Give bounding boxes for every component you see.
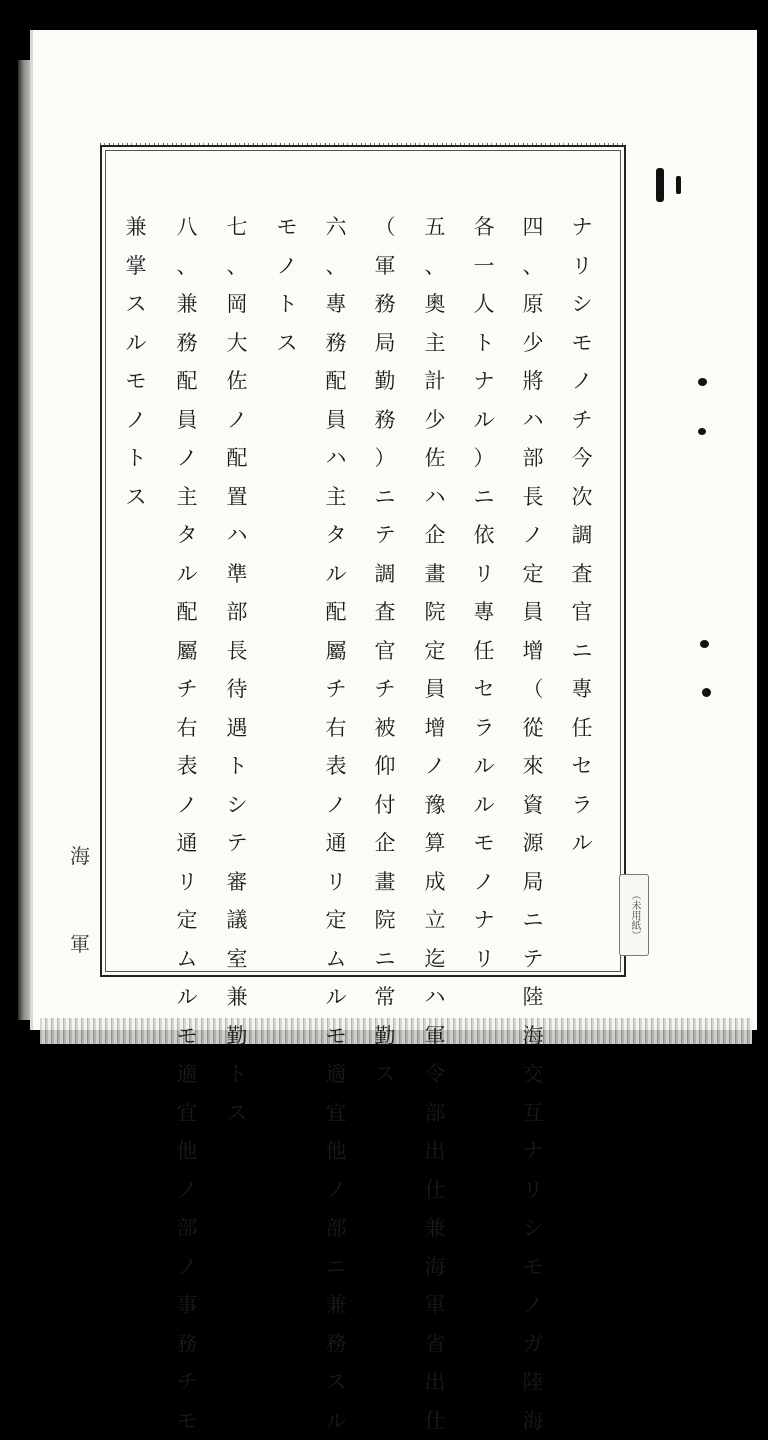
- text-char: 出: [425, 1132, 446, 1171]
- text-char: モ: [326, 1017, 347, 1056]
- text-char: 畫: [375, 863, 396, 902]
- text-char: 常: [375, 978, 396, 1017]
- text-char: ラ: [572, 786, 593, 825]
- text-char: 配: [326, 362, 347, 401]
- text-char: ハ: [425, 478, 446, 517]
- text-char: 少: [425, 401, 446, 440]
- text-char: 定: [326, 901, 347, 940]
- text-char: ノ: [126, 401, 147, 440]
- text-char: 海: [523, 1402, 544, 1440]
- text-char: 專: [474, 593, 495, 632]
- text-char: ナ: [474, 362, 495, 401]
- text-char: 表: [177, 747, 198, 786]
- text-char: 仕: [425, 1402, 446, 1440]
- text-char: 遇: [227, 709, 248, 748]
- text-char: 配: [326, 593, 347, 632]
- text-char: ニ: [375, 940, 396, 979]
- text-column: [172, 208, 202, 1440]
- text-char: 務: [177, 324, 198, 363]
- text-char: ）: [375, 439, 396, 478]
- text-column: [272, 208, 302, 362]
- text-char: 通: [177, 824, 198, 863]
- text-char: 配: [177, 362, 198, 401]
- text-char: 依: [474, 516, 495, 555]
- text-char: 任: [474, 632, 495, 671]
- text-char: 他: [177, 1132, 198, 1171]
- text-char: 大: [227, 324, 248, 363]
- text-char: 主: [177, 478, 198, 517]
- text-char: リ: [474, 555, 495, 594]
- text-char: 增: [425, 709, 446, 748]
- text-char: ノ: [227, 401, 248, 440]
- text-char: 審: [227, 863, 248, 902]
- ink-mark: [656, 168, 664, 202]
- text-char: ノ: [277, 247, 298, 286]
- text-char: 少: [523, 324, 544, 363]
- text-char: 人: [474, 285, 495, 324]
- text-char: ）: [474, 439, 495, 478]
- text-char: 掌: [126, 247, 147, 286]
- text-char: ハ: [523, 401, 544, 440]
- text-char: 局: [523, 863, 544, 902]
- text-char: 互: [523, 1094, 544, 1133]
- text-char: ノ: [177, 439, 198, 478]
- text-char: 源: [523, 824, 544, 863]
- text-char: 付: [375, 786, 396, 825]
- ink-mark: [676, 176, 681, 194]
- text-char: 計: [425, 362, 446, 401]
- text-char: 來: [523, 747, 544, 786]
- text-char: ム: [177, 940, 198, 979]
- text-char: 定: [425, 632, 446, 671]
- text-char: 兼: [326, 1286, 347, 1325]
- text-char: 配: [177, 593, 198, 632]
- text-char: 專: [326, 285, 347, 324]
- text-char: 四: [523, 208, 544, 247]
- text-char: ル: [474, 401, 495, 440]
- text-char: ス: [126, 285, 147, 324]
- text-char: シ: [572, 285, 593, 324]
- text-char: 出: [425, 1363, 446, 1402]
- text-char: 岡: [227, 285, 248, 324]
- text-char: 各: [474, 208, 495, 247]
- text-char: 屬: [326, 632, 347, 671]
- text-char: 部: [523, 439, 544, 478]
- text-char: 調: [375, 555, 396, 594]
- text-column: [321, 208, 351, 1440]
- text-char: ニ: [375, 478, 396, 517]
- margin-label-char-1: 海: [70, 812, 94, 900]
- text-char: 今: [572, 439, 593, 478]
- text-char: 交: [523, 1055, 544, 1094]
- text-char: ノ: [572, 362, 593, 401]
- text-char: 兼: [177, 285, 198, 324]
- ink-mark: [698, 428, 706, 435]
- text-char: モ: [277, 208, 298, 247]
- text-char: ナ: [523, 1132, 544, 1171]
- paper-stamp: [619, 874, 649, 956]
- text-char: リ: [177, 863, 198, 902]
- text-char: チ: [177, 1363, 198, 1402]
- text-char: ム: [326, 940, 347, 979]
- text-char: 六: [326, 208, 347, 247]
- text-char: 次: [572, 478, 593, 517]
- text-char: 奧: [425, 285, 446, 324]
- text-char: ノ: [425, 747, 446, 786]
- text-char: ル: [326, 978, 347, 1017]
- text-char: ノ: [523, 1286, 544, 1325]
- text-char: 被: [375, 709, 396, 748]
- text-char: ト: [277, 285, 298, 324]
- text-char: 主: [425, 324, 446, 363]
- text-char: 主: [326, 478, 347, 517]
- text-char: ニ: [474, 478, 495, 517]
- text-char: ス: [326, 1363, 347, 1402]
- text-char: 調: [572, 516, 593, 555]
- text-char: モ: [474, 824, 495, 863]
- text-char: 官: [375, 632, 396, 671]
- text-char: 從: [523, 709, 544, 748]
- text-char: 部: [227, 593, 248, 632]
- text-char: ス: [375, 1055, 396, 1094]
- text-char: リ: [326, 863, 347, 902]
- text-char: テ: [227, 824, 248, 863]
- text-char: シ: [523, 1209, 544, 1248]
- text-char: 、: [523, 247, 544, 286]
- text-char: 陸: [523, 1363, 544, 1402]
- text-char: 仰: [375, 747, 396, 786]
- text-char: ニ: [572, 632, 593, 671]
- text-char: 部: [326, 1209, 347, 1248]
- text-char: テ: [375, 516, 396, 555]
- ink-mark: [702, 688, 711, 697]
- text-char: ル: [474, 786, 495, 825]
- text-char: 部: [177, 1209, 198, 1248]
- text-char: ハ: [227, 516, 248, 555]
- text-char: 八: [177, 208, 198, 247]
- text-char: ノ: [326, 786, 347, 825]
- text-char: 專: [572, 670, 593, 709]
- text-char: リ: [474, 940, 495, 979]
- text-char: 右: [177, 709, 198, 748]
- text-char: 將: [523, 362, 544, 401]
- text-char: 佐: [425, 439, 446, 478]
- text-char: 待: [227, 670, 248, 709]
- text-column: [121, 208, 151, 516]
- text-column: [567, 208, 597, 863]
- text-char: 室: [227, 940, 248, 979]
- text-char: 七: [227, 208, 248, 247]
- text-char: 勤: [375, 1017, 396, 1056]
- text-char: ハ: [326, 439, 347, 478]
- text-char: 務: [326, 1325, 347, 1364]
- text-char: 員: [425, 670, 446, 709]
- text-char: 通: [326, 824, 347, 863]
- text-char: 部: [425, 1094, 446, 1133]
- text-char: 豫: [425, 786, 446, 825]
- text-char: 陸: [523, 978, 544, 1017]
- text-char: 屬: [177, 632, 198, 671]
- text-column: [370, 208, 400, 1094]
- text-char: 務: [375, 401, 396, 440]
- text-char: 資: [523, 786, 544, 825]
- vertical-text-area: [0, 208, 768, 968]
- text-char: 官: [572, 593, 593, 632]
- stamp-text: （未用紙）: [629, 890, 639, 940]
- text-char: ハ: [425, 978, 446, 1017]
- text-char: 、: [177, 247, 198, 286]
- text-char: 、: [227, 247, 248, 286]
- text-char: ニ: [326, 1248, 347, 1287]
- ink-mark: [698, 378, 707, 386]
- text-column: [469, 208, 499, 978]
- text-char: ト: [227, 747, 248, 786]
- text-char: 兼: [425, 1209, 446, 1248]
- text-char: 員: [326, 401, 347, 440]
- text-char: 軍: [375, 247, 396, 286]
- text-char: 省: [425, 1325, 446, 1364]
- text-char: 迄: [425, 940, 446, 979]
- text-char: タ: [326, 516, 347, 555]
- text-char: ス: [277, 324, 298, 363]
- text-column: [420, 208, 450, 1440]
- text-column: [222, 208, 252, 1132]
- text-char: テ: [523, 940, 544, 979]
- text-char: 右: [326, 709, 347, 748]
- text-char: 員: [523, 593, 544, 632]
- text-char: モ: [177, 1402, 198, 1440]
- text-char: 勤: [227, 1017, 248, 1056]
- text-char: チ: [375, 670, 396, 709]
- ink-mark: [700, 640, 709, 648]
- margin-label-char-2: 軍: [70, 900, 94, 988]
- text-char: 院: [425, 593, 446, 632]
- text-char: 長: [227, 632, 248, 671]
- text-char: 兼: [227, 978, 248, 1017]
- text-char: 長: [523, 478, 544, 517]
- text-char: 任: [572, 709, 593, 748]
- text-char: 査: [572, 555, 593, 594]
- text-char: セ: [572, 747, 593, 786]
- text-char: 務: [177, 1325, 198, 1364]
- text-char: モ: [523, 1248, 544, 1287]
- text-char: 員: [177, 401, 198, 440]
- text-char: ノ: [177, 1171, 198, 1210]
- text-char: 局: [375, 324, 396, 363]
- text-char: 適: [177, 1055, 198, 1094]
- text-char: リ: [572, 247, 593, 286]
- text-char: 、: [326, 247, 347, 286]
- text-char: 立: [425, 901, 446, 940]
- text-char: 令: [425, 1055, 446, 1094]
- text-char: シ: [227, 786, 248, 825]
- text-char: ル: [326, 1402, 347, 1440]
- text-char: ル: [177, 555, 198, 594]
- text-char: タ: [177, 516, 198, 555]
- text-char: モ: [126, 362, 147, 401]
- text-char: ノ: [523, 516, 544, 555]
- text-char: 、: [425, 247, 446, 286]
- text-char: 成: [425, 863, 446, 902]
- text-char: 務: [326, 324, 347, 363]
- text-char: 院: [375, 901, 396, 940]
- text-char: 佐: [227, 362, 248, 401]
- text-char: （: [523, 670, 544, 709]
- text-char: モ: [572, 324, 593, 363]
- text-char: 表: [326, 747, 347, 786]
- text-char: ノ: [177, 1248, 198, 1287]
- text-char: リ: [523, 1171, 544, 1210]
- text-char: 兼: [126, 208, 147, 247]
- text-char: チ: [326, 670, 347, 709]
- text-char: ガ: [523, 1325, 544, 1364]
- text-char: 原: [523, 285, 544, 324]
- text-char: ト: [126, 439, 147, 478]
- text-char: 事: [177, 1286, 198, 1325]
- text-char: ラ: [474, 709, 495, 748]
- text-char: 宜: [177, 1094, 198, 1133]
- text-char: 仕: [425, 1171, 446, 1210]
- text-char: チ: [177, 670, 198, 709]
- text-char: （: [375, 208, 396, 247]
- text-char: ノ: [474, 863, 495, 902]
- text-char: ル: [474, 747, 495, 786]
- text-char: 軍: [425, 1286, 446, 1325]
- text-char: ル: [126, 324, 147, 363]
- text-char: 務: [375, 285, 396, 324]
- text-char: ス: [126, 478, 147, 517]
- text-char: ル: [177, 978, 198, 1017]
- text-char: 査: [375, 593, 396, 632]
- text-char: 配: [227, 439, 248, 478]
- text-char: ル: [326, 555, 347, 594]
- text-char: ト: [227, 1055, 248, 1094]
- text-char: ス: [227, 1094, 248, 1133]
- text-char: 適: [326, 1055, 347, 1094]
- text-char: 議: [227, 901, 248, 940]
- text-char: 置: [227, 478, 248, 517]
- text-char: ニ: [523, 901, 544, 940]
- text-char: 一: [474, 247, 495, 286]
- text-char: ノ: [326, 1171, 347, 1210]
- text-char: 準: [227, 555, 248, 594]
- text-char: 企: [375, 824, 396, 863]
- text-char: セ: [474, 670, 495, 709]
- text-char: チ: [572, 401, 593, 440]
- text-char: 算: [425, 824, 446, 863]
- text-char: 海: [425, 1248, 446, 1287]
- text-char: 五: [425, 208, 446, 247]
- text-char: ナ: [572, 208, 593, 247]
- text-column: [518, 208, 548, 1440]
- text-char: ナ: [474, 901, 495, 940]
- text-char: 定: [523, 555, 544, 594]
- text-char: 畫: [425, 555, 446, 594]
- text-char: 海: [523, 1017, 544, 1056]
- text-char: ノ: [177, 786, 198, 825]
- text-char: ル: [572, 824, 593, 863]
- text-char: 他: [326, 1132, 347, 1171]
- text-char: 宜: [326, 1094, 347, 1133]
- text-char: 軍: [425, 1017, 446, 1056]
- margin-label: [70, 812, 94, 988]
- text-char: ト: [474, 324, 495, 363]
- text-char: 勤: [375, 362, 396, 401]
- text-char: 定: [177, 901, 198, 940]
- text-char: 增: [523, 632, 544, 671]
- text-char: モ: [177, 1017, 198, 1056]
- text-char: 企: [425, 516, 446, 555]
